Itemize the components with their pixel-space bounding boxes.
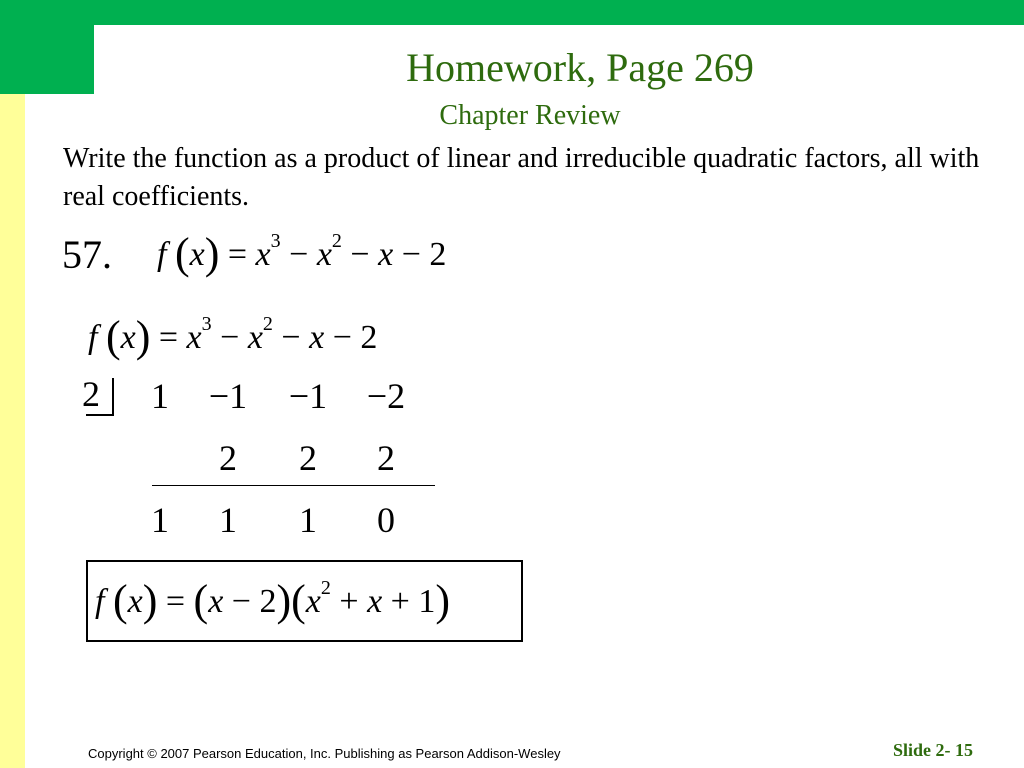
product-cell: 2 xyxy=(299,438,317,478)
coefficient-cell: 1 xyxy=(151,376,169,416)
slide-number: Slide 2- 15 xyxy=(893,740,974,760)
left-accent-stripe xyxy=(0,94,25,768)
result-cell: 1 xyxy=(151,500,169,540)
slide-subtitle: Chapter Review xyxy=(439,100,621,131)
product-cell: 2 xyxy=(377,438,395,478)
slide-title: Homework, Page 269 xyxy=(406,45,754,90)
product-cell: 2 xyxy=(219,438,237,478)
factored-answer: f $(x) = (x - 2)(x^2 + x + 1)$ xyxy=(95,576,451,625)
problem-equation: f $(x) = x^3 - x^2 - x - 2$ xyxy=(157,229,447,278)
problem-instructions: Write the function as a product of linear and irreducible quadratic factors, all with real coefficients. xyxy=(63,143,980,212)
coefficient-cell: −2 xyxy=(366,376,406,416)
synthetic-divisor: 2 xyxy=(82,374,100,414)
divisor-underline xyxy=(86,414,112,416)
coefficient-cell: −1 xyxy=(208,376,248,416)
top-accent-bar xyxy=(94,0,1024,25)
coefficient-cell: −1 xyxy=(288,376,328,416)
divisor-bar xyxy=(112,378,114,416)
synthetic-division-line xyxy=(152,485,435,486)
result-cell: 0 xyxy=(377,500,395,540)
corner-accent-box xyxy=(0,0,94,94)
result-cell: 1 xyxy=(219,500,237,540)
restated-equation: f $(x) = x^3 - x^2 - x - 2$ xyxy=(88,312,378,361)
problem-number: 57. xyxy=(62,232,112,277)
copyright-notice: Copyright © 2007 Pearson Education, Inc. Publishing as Pearson Addison-Wesley xyxy=(88,746,561,761)
result-cell: 1 xyxy=(299,500,317,540)
